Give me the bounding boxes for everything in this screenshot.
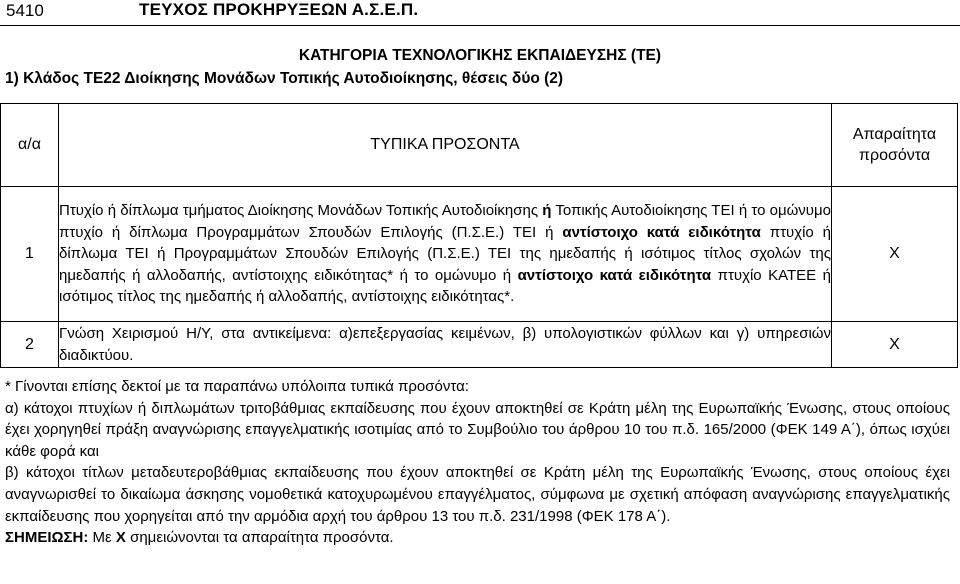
desc-text: Τοπικής Αυτοδιοίκησης ΤΕΙ ή το ομώνυμο πτυχίο ή δίπλωμα Προγραμμάτων Σπουδών Επιλογής (Π.Σ.Ε.) ΤΕΙ ή [59,202,831,241]
row-number: 1 [1,187,59,322]
table-row [1,322,958,368]
desc-text: πτυχίο ΚΑΤΕΕ ή ισότιμος τίτλος της ημεδαπής ή αλλοδαπής, αντίστοιχης ειδικότητας*. [59,266,831,306]
row-description [59,187,832,322]
desc-bold: αντίστοιχο κατά ειδικότητα [562,223,761,241]
footnote-item-b: β) κάτοχοι τίτλων μεταδευτεροβάθμιας εκπαίδευσης που έχουν αποκτηθεί σε Κράτη μέλη της Ευρωπαϊκής Ένωσης, στους οποίους έχει αναγνωρισθεί το δικαίωμα άσκησης νομοθετικά κατοχυρωμένου επαγγέλματος, σύμφωνα με σχετική απόφαση αναγνώρισης επαγγελματικής εκπαίδευσης που χορηγείται από την αρμόδια αρχή του άρθρου 13 του π.δ. 231/1998 (ΦΕΚ 178 Α΄). [5,464,950,525]
col-header-num: α/α [1,104,59,187]
footnote-item-a: α) κάτοχοι πτυχίων ή διπλωμάτων τριτοβάθμιας εκπαίδευσης που έχουν αποκτηθεί σε Κράτη μέλη της Ευρωπαϊκής Ένωσης, στους οποίους έχει χορηγηθεί πράξη αναγνώρισης επαγγελματικής ισοτιμίας από το Συμβούλιο του άρθρου 10 του π.δ. 165/2000 (ΦΕΚ 149 Α΄), όπως ισχύει κάθε φορά και [5,399,950,460]
branch-title: 1) Κλάδος ΤΕ22 Διοίκησης Μονάδων Τοπικής Αυτοδιοίκησης, θέσεις δύο (2) [5,70,564,87]
row-number: 2 [1,322,59,368]
row-description: Γνώση Χειρισμού Η/Υ, στα αντικείμενα: α)επεξεργασίας κειμένων, β) υπολογιστικών φύλλων και γ) υπηρεσιών διαδικτύου. [59,322,832,368]
qualifications-table [0,103,958,368]
page-header [0,0,960,26]
desc-bold: ή [542,202,552,220]
col-header-quals: ΤΥΠΙΚΑ ΠΡΟΣΟΝΤΑ [59,104,832,187]
col-header-required [832,104,958,187]
category-title: ΚΑΤΗΓΟΡΙΑ ΤΕΧΝΟΛΟΓΙΚΗΣ ΕΚΠΑΙΔΕΥΣΗΣ (ΤΕ) [298,47,662,64]
note-text: Με [88,529,116,547]
required-mark: Χ [832,322,958,368]
issue-title: ΤΕΥΧΟΣ ΠΡΟΚΗΡΥΞΕΩΝ Α.Σ.Ε.Π. [139,0,419,19]
table-header-row [1,104,958,187]
col-header-required-line2: προσόντα [858,147,931,164]
footnotes [5,376,950,549]
table-row [1,187,958,322]
header-rule [0,25,960,26]
note-mark: Χ [115,529,126,547]
page-number: 5410 [6,1,44,20]
note-label: ΣΗΜΕΙΩΣΗ: [5,529,89,547]
desc-text: Πτυχίο ή δίπλωμα τμήματος Διοίκησης Μονάδων Τοπικής Αυτοδιοίκησης [59,202,543,220]
note-text: σημειώνονται τα απαραίτητα προσόντα. [125,529,394,547]
required-mark: Χ [832,187,958,322]
footnote-intro: * Γίνονται επίσης δεκτοί με τα παραπάνω υπόλοιπα τυπικά προσόντα: [5,378,469,395]
desc-bold: αντίστοιχο κατά ειδικότητα [517,266,712,284]
desc-text: πτυχίο ή δίπλωμα ΤΕΙ ή Προγραμμάτων Σπουδών Επιλογής (Π.Σ.Ε.) ΤΕΙ της ημεδαπής ή ισότιμος τίτλος σχολών της ημεδαπής ή αλλοδαπής, αντίστοιχης ειδικότητας* ή το ομώνυμο ή [59,223,831,284]
note-line [5,527,950,549]
col-header-required-line1: Απαραίτητα [852,126,937,143]
